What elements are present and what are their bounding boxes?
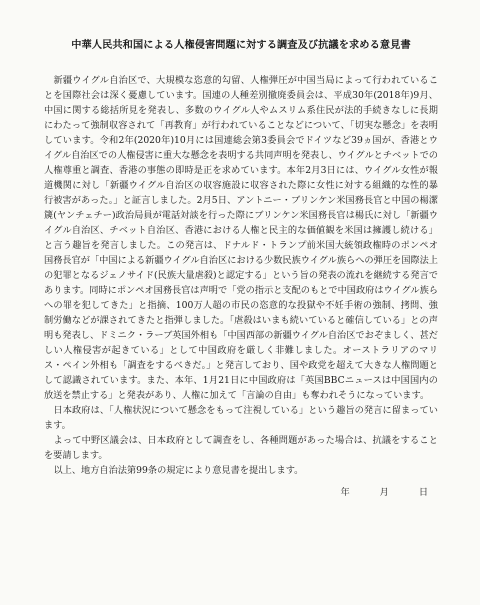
date-line	[44, 485, 438, 500]
body-paragraph-2: 日本政府は、「人権状況について懸念をもって注視している」という趣旨の発言に留まっています。	[44, 405, 438, 431]
body-paragraph-3: よって中野区議会は、日本政府として調査をし、各種問題があった場合は、抗議をすることを要請します。	[44, 435, 438, 461]
body-paragraph-4: 以上、地方自治法第99条の規定により意見書を提出します。	[53, 465, 304, 476]
date-year-label: 年	[340, 487, 350, 498]
date-day-label: 日	[418, 487, 428, 498]
body-paragraph-1: 新疆ウイグル自治区で、大規模な恣意的勾留、人権弾圧が中国当局によって行われていることを国際社会は深く憂慮しています。国連の人種差別撤廃委員会は、平成30年(2018年)9月、中国に関する総括所見を発表し、多数のウイグル人やムスリム系住民が法的手続きなしに長期にわたって強制収容されて「再教育」が行われていることなどについて、「切実な懸念」を表明しています。令和2年(2020年)10月には国連総会第3委員会でドイツなど39ヵ国が、香港とウイグル自治区での人権侵害に重大な懸念を表明する共同声明を発表し、ウイグルとチベットでの人権尊重と調査、香港の事態の即時是正を求めています。本年2月3日には、ウイグル女性が報道機関に対し「新疆ウイグル自治区の収容施設に収容された際に女性に対する組織的な性的暴行被害があった。」と証言しました。2月5日、アントニー・ブリンケン米国務長官と中国の楊潔篪(ヤンチェチー)政治局員が電話対談を行った際にブリンケン米国務長官は楊氏に対し「新疆ウイグル自治区、チベット自治区、香港における人権と民主的な価値観を米国は擁護し続ける」と言う趣旨を発言しました。この発言は、ドナルド・トランプ前米国大統領政権時のポンペオ国務長官が「中国による新疆ウイグル自治区における少数民族ウイグル族らへの弾圧を国際法上の犯罪となるジェノサイド(民族大量虐殺)と認定する」という旨の発表の流れを継続する発言であります。同時にポンペオ国務長官は声明で「党の指示と支配のもとで中国政府はウイグル族らへの罪を犯してきた」と指摘、100万人超の市民の恣意的な投獄や不妊手術の強制、拷問、強制労働などが課されてきたと指弾しました。「虐殺はいまも続いていると確信している」との声明も発表し、ドミニク・ラーブ英国外相も「中国西部の新疆ウイグル自治区でおぞましく、甚だしい人権侵害が起きている」として中国政府を厳しく非難しました。オーストラリアのマリス・ペイン外相も「調査をするべきだ。」と発言しており、国や政党を超えて大きな人権問題として認識されています。また、本年、1月21日に中国政府は「英国BBCニュースは中国国内の放送を禁止する」と発表があり、人権に加えて「言論の自由」も奪われそうになっています。	[44, 75, 438, 401]
document-title: 中華人民共和国による人権侵害問題に対する調査及び抗議を求める意見書	[71, 39, 411, 51]
date-month-label: 月	[379, 487, 389, 498]
